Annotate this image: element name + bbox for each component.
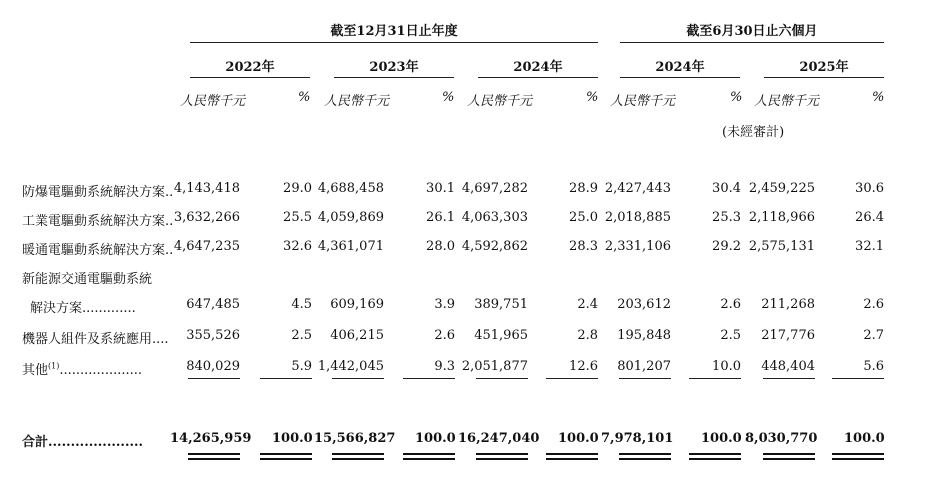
- row-label-text: 工業電驅動系統解決方案..: [22, 214, 174, 229]
- cell-amount: 217,776: [761, 328, 815, 343]
- cell-amount: 4,592,862: [461, 239, 528, 254]
- cell-percent: 30.1: [426, 181, 455, 196]
- row-label-text: 機器人組件及系統應用....: [22, 332, 169, 347]
- cell-amount: 4,688,458: [317, 181, 384, 196]
- cell-percent: 25.5: [283, 210, 312, 225]
- cell-percent: 26.1: [426, 210, 455, 225]
- cell-amount: 195,848: [617, 328, 671, 343]
- cell-amount: 801,207: [617, 359, 671, 374]
- total-double-rule: [332, 453, 384, 460]
- subtotal-rule: [476, 378, 528, 379]
- cell-amount: 3,632,266: [173, 210, 240, 225]
- cell-percent: 3.9: [434, 297, 455, 312]
- year-header-2023: 2023年: [369, 60, 419, 75]
- total-amount: 7,978,101: [601, 431, 674, 446]
- cell-percent: 25.3: [712, 210, 741, 225]
- cell-amount: 4,063,303: [461, 210, 528, 225]
- year-header-2022: 2022年: [225, 60, 275, 75]
- row-label: [22, 328, 169, 347]
- cell-amount: 4,361,071: [317, 239, 384, 254]
- unit-amount-2022: 人民幣千元: [180, 94, 246, 109]
- cell-percent: 2.8: [577, 328, 598, 343]
- unaudited-note: (未經審計): [722, 125, 785, 140]
- cell-amount: 2,575,131: [748, 239, 815, 254]
- row-label: [30, 297, 136, 316]
- cell-percent: 5.6: [863, 359, 884, 374]
- subtotal-rule: [689, 378, 741, 379]
- row-label-text: 暖通電驅動系統解決方案..: [22, 243, 174, 258]
- row-label-text: 解決方案.............: [30, 301, 136, 316]
- cell-amount: 2,427,443: [604, 181, 671, 196]
- unit-pct-2025-6m: %: [872, 90, 885, 105]
- cell-percent: 28.3: [569, 239, 598, 254]
- subtotal-rule: [260, 378, 312, 379]
- cell-percent: 5.9: [291, 359, 312, 374]
- cell-percent: 2.5: [291, 328, 312, 343]
- row-label-text: 新能源交通電驅動系統: [22, 272, 153, 287]
- total-percent: 100.0: [558, 431, 599, 446]
- unit-amount-2025-6m: 人民幣千元: [754, 94, 820, 109]
- cell-percent: 28.9: [569, 181, 598, 196]
- total-double-rule: [188, 453, 240, 460]
- cell-amount: 211,268: [761, 297, 815, 312]
- cell-percent: 9.3: [434, 359, 455, 374]
- group-rule-fiscal-year: [190, 42, 598, 43]
- cell-percent: 30.4: [712, 181, 741, 196]
- cell-percent: 26.4: [855, 210, 884, 225]
- subtotal-rule: [546, 378, 598, 379]
- cell-percent: 2.7: [863, 328, 884, 343]
- cell-percent: 2.6: [720, 297, 741, 312]
- cell-percent: 29.0: [283, 181, 312, 196]
- unit-pct-2023: %: [442, 90, 455, 105]
- year-rule-2023: [334, 77, 454, 78]
- cell-amount: 2,459,225: [748, 181, 815, 196]
- total-label: 合計.....................: [22, 435, 144, 450]
- header-group-fiscal-year: 截至12月31日止年度: [330, 24, 458, 39]
- row-label: [22, 268, 152, 287]
- cell-percent: 30.6: [855, 181, 884, 196]
- row-label: [22, 181, 173, 200]
- cell-amount: 647,485: [186, 297, 240, 312]
- total-double-rule: [689, 453, 741, 460]
- unit-amount-2023: 人民幣千元: [324, 94, 390, 109]
- cell-percent: 28.0: [426, 239, 455, 254]
- header-group-six-months: 截至6月30日止六個月: [686, 24, 818, 39]
- total-double-rule: [763, 453, 815, 460]
- year-header-2024-6m: 2024年: [655, 60, 705, 75]
- total-percent: 100.0: [415, 431, 456, 446]
- total-percent: 100.0: [701, 431, 742, 446]
- subtotal-rule: [403, 378, 455, 379]
- row-label: [22, 210, 173, 229]
- year-rule-2022: [190, 77, 310, 78]
- total-amount: 14,265,959: [170, 431, 252, 446]
- total-amount: 16,247,040: [458, 431, 540, 446]
- total-double-rule: [476, 453, 528, 460]
- cell-amount: 4,059,869: [317, 210, 384, 225]
- total-double-rule: [260, 453, 312, 460]
- cell-amount: 2,118,966: [748, 210, 815, 225]
- cell-amount: 355,526: [186, 328, 240, 343]
- cell-amount: 4,647,235: [173, 239, 240, 254]
- cell-percent: 10.0: [712, 359, 741, 374]
- cell-percent: 2.4: [577, 297, 598, 312]
- row-label-text: 防爆電驅動系統解決方案..: [22, 185, 174, 200]
- total-percent: 100.0: [844, 431, 885, 446]
- cell-percent: 32.6: [283, 239, 312, 254]
- cell-percent: 29.2: [712, 239, 741, 254]
- footnote-marker: (1): [48, 361, 60, 371]
- year-rule-2024-6m: [620, 77, 740, 78]
- cell-amount: 389,751: [474, 297, 528, 312]
- cell-percent: 2.6: [434, 328, 455, 343]
- cell-amount: 4,143,418: [173, 181, 240, 196]
- subtotal-rule: [832, 378, 884, 379]
- cell-amount: 1,442,045: [317, 359, 384, 374]
- row-label-text: 其他: [22, 363, 49, 378]
- cell-amount: 609,169: [330, 297, 384, 312]
- subtotal-rule: [619, 378, 671, 379]
- cell-percent: 25.0: [569, 210, 598, 225]
- cell-amount: 2,018,885: [604, 210, 671, 225]
- row-label: [22, 359, 142, 378]
- cell-percent: 4.5: [291, 297, 312, 312]
- total-amount: 8,030,770: [745, 431, 818, 446]
- year-header-2024: 2024年: [513, 60, 563, 75]
- total-percent: 100.0: [272, 431, 313, 446]
- cell-percent: 2.6: [863, 297, 884, 312]
- year-header-2025-6m: 2025年: [799, 60, 849, 75]
- unit-pct-2022: %: [298, 90, 311, 105]
- cell-percent: 12.6: [569, 359, 598, 374]
- row-label: [22, 239, 173, 258]
- cell-amount: 406,215: [330, 328, 384, 343]
- cell-amount: 840,029: [186, 359, 240, 374]
- cell-percent: 32.1: [855, 239, 884, 254]
- unit-amount-2024-6m: 人民幣千元: [610, 94, 676, 109]
- unit-pct-2024-6m: %: [730, 90, 743, 105]
- unit-amount-2024: 人民幣千元: [467, 94, 533, 109]
- unit-pct-2024: %: [586, 90, 599, 105]
- cell-amount: 451,965: [474, 328, 528, 343]
- subtotal-rule: [188, 378, 240, 379]
- total-double-rule: [619, 453, 671, 460]
- subtotal-rule: [332, 378, 384, 379]
- cell-amount: 203,612: [617, 297, 671, 312]
- cell-amount: 448,404: [761, 359, 815, 374]
- cell-percent: 2.5: [720, 328, 741, 343]
- leader-dots: ....................: [59, 363, 143, 378]
- year-rule-2025-6m: [764, 77, 884, 78]
- cell-amount: 2,331,106: [604, 239, 671, 254]
- cell-amount: 2,051,877: [461, 359, 528, 374]
- total-amount: 15,566,827: [314, 431, 396, 446]
- total-double-rule: [403, 453, 455, 460]
- total-double-rule: [546, 453, 598, 460]
- total-double-rule: [832, 453, 884, 460]
- year-rule-2024: [478, 77, 598, 78]
- cell-amount: 4,697,282: [461, 181, 528, 196]
- subtotal-rule: [763, 378, 815, 379]
- group-rule-six-months: [620, 42, 884, 43]
